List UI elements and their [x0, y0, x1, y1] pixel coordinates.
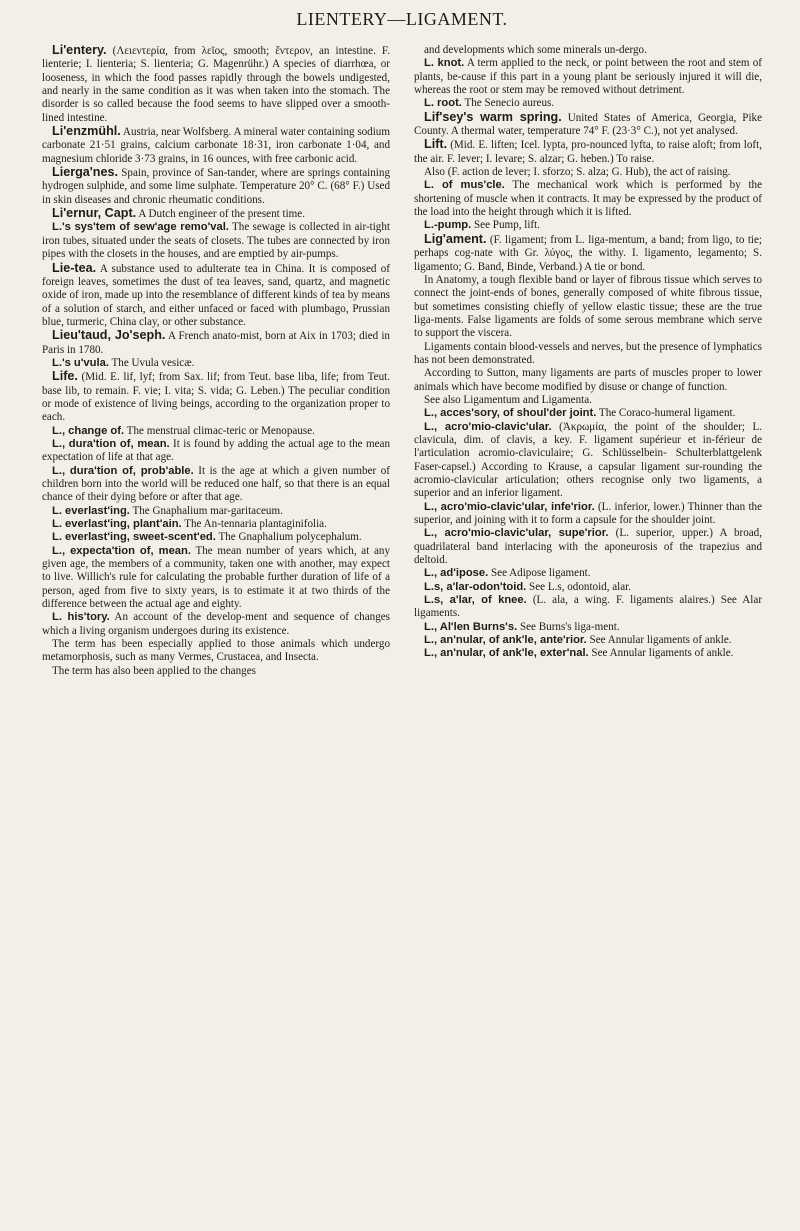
dictionary-entry	[414, 647, 762, 660]
dictionary-entry	[42, 531, 390, 544]
dictionary-entry	[414, 179, 762, 219]
entry-text: See Annular ligaments of ankle.	[588, 647, 734, 660]
entry-text: See Annular ligaments of ankle.	[586, 634, 732, 647]
entry-headword: Li'entery.	[52, 43, 107, 57]
entry-subheadword: L.-pump.	[424, 219, 472, 232]
columns	[42, 44, 762, 678]
entry-text: See also Ligamentum and Ligamenta.	[424, 393, 592, 406]
dictionary-entry	[42, 438, 390, 465]
entry-text: See Burns's liga-ment.	[517, 620, 620, 633]
dictionary-entry	[414, 621, 762, 634]
entry-subheadword: L. everlast'ing, plant'ain.	[52, 518, 182, 531]
entry-subheadword: L., acro'mio-clavic'ular.	[424, 420, 552, 433]
dictionary-entry	[42, 329, 390, 357]
entry-text: The term has been especially applied to those animals which undergo metamorphosis, such as many Vermes, Crustacea, and Insecta.	[42, 638, 390, 664]
dictionary-entry	[414, 44, 762, 57]
entry-text: See Adipose ligament.	[488, 567, 591, 580]
left-column	[42, 44, 390, 678]
entry-text: (L. superior, upper.) A broad, quadrilateral band interlacing with the aponeurosis of the trapezius and deltoid.	[414, 527, 762, 567]
entry-subheadword: L. his'tory.	[52, 611, 110, 624]
entry-text: The menstrual climac-teric or Menopause.	[124, 424, 315, 437]
entry-headword: Lig'ament.	[424, 231, 487, 246]
entry-text: (F. ligament; from L. liga-mentum, a band; from ligo, to tie; perhaps cog-nate with Gr. λύγος, the withy. I. ligamento, legamento; S. ligamento; G. Band, Binde, Verband.) A tie or bond.	[414, 233, 762, 273]
dictionary-entry	[414, 581, 762, 594]
entry-text: United States of America, Georgia, Pike County. A thermal water, temperature 74° F. (23·3° C.), not yet analysed.	[414, 111, 762, 138]
entry-text: In Anatomy, a tough flexible band or layer of fibrous tissue which serves to connect the joint-ends of bones, generally composed of white fibrous tissue, but sometimes consisting chiefly of yellow elastic tissue; these are the true liga-ments. False ligaments are folds of some serous membrane which serve to support the viscera.	[414, 273, 762, 340]
dictionary-entry	[42, 505, 390, 518]
dictionary-entry	[414, 111, 762, 139]
dictionary-entry	[414, 407, 762, 420]
entry-text: (L. inferior, lower.) Thinner than the superior, and joining with it to form a capsule for the shoulder joint.	[414, 500, 762, 527]
dictionary-entry	[414, 138, 762, 166]
dictionary-entry	[414, 567, 762, 580]
dictionary-entry	[414, 97, 762, 110]
entry-text: The Coraco-humeral ligament.	[596, 407, 736, 420]
dictionary-entry	[414, 421, 762, 501]
dictionary-entry	[414, 501, 762, 528]
entry-text: See Pump, lift.	[471, 219, 540, 232]
entry-text: The term has also been applied to the changes	[52, 664, 256, 677]
entry-subheadword: L. root.	[424, 97, 462, 110]
entry-text: The mean number of years which, at any given age, the members of a community, taken one with another, may expect to live. Willich's rule for calculating the probable further duration of life of a person, aged from five to sixty years, is to estimate it at two thirds of the difference between the actual age and eighty.	[42, 544, 391, 611]
dictionary-entry	[42, 465, 390, 505]
entry-subheadword: L. of mus'cle.	[424, 179, 505, 192]
dictionary-entry	[414, 219, 762, 232]
entry-text: (L. ala, a wing. F. ligaments alaires.) See Alar ligaments.	[414, 594, 763, 620]
entry-subheadword: L.'s sys'tem of sew'age remo'val.	[52, 221, 229, 234]
dictionary-entry	[414, 274, 762, 341]
entry-subheadword: L. knot.	[424, 57, 465, 70]
entry-headword: Li'ernur, Capt.	[52, 206, 137, 221]
entry-text: and developments which some minerals un-dergo.	[424, 44, 647, 56]
entry-text: (Ἀκρωμία, the point of the shoulder; L. clavicula, dim. of clavis, a key. F. ligament supérieur et in-férieur de l'articulation acromio-claviculaire; G. Schlüsselbein- Schulterblattgelenk Faser-capsel.) According to Krause, a capsular ligament sur-rounding the acromio-clavicular articulation; others recognise only two ligaments, a superior and an inferior ligament.	[414, 420, 762, 500]
entry-subheadword: L., expecta'tion of, mean.	[52, 544, 191, 557]
entry-subheadword: L., an'nular, of ank'le, ante'rior.	[424, 634, 587, 647]
entry-text: A French anato-mist, born at Aix in 1703; died in Paris in 1780.	[42, 330, 390, 356]
dictionary-entry	[42, 611, 390, 638]
entry-text: A Dutch engineer of the present time.	[136, 208, 305, 221]
entry-text: Ligaments contain blood-vessels and nerves, but the presence of lymphatics has not been demonstrated.	[414, 340, 762, 366]
entry-subheadword: L., acces'sory, of shoul'der joint.	[424, 407, 597, 420]
entry-text: It is found by adding the actual age to the mean expectation of life at that age.	[42, 437, 390, 464]
dictionary-entry	[42, 166, 390, 207]
entry-text: (Mid. E. liften; Icel. lypta, pro-nounced lyfta, to raise aloft; from loft, the air. F. lever; I. levare; S. alzar; G. heben.) To raise.	[414, 139, 762, 165]
dictionary-entry	[414, 394, 762, 407]
entry-text: (Mid. E. lif, lyf; from Sax. lif; from Teut. base liba, life; from Teut. base lib, to remain. F. vie; I. vita; S. vida; G. Leben.) The peculiar condition or mode of existence of living beings, according to the organization proper to each.	[42, 371, 390, 424]
dictionary-entry	[414, 341, 762, 368]
dictionary-entry	[414, 57, 762, 97]
entry-text: A substance used to adulterate tea in China. It is composed of foreign leaves, sometimes the dust of tea leaves, sand, quartz, and magnetic oxide of iron, made up into the resemblance of different kinds of tea by means of a solution of starch, and either unfaced or faced with plumbago, Prussian blue, turmeric, China clay, or other substance.	[42, 262, 390, 328]
entry-subheadword: L., ad'ipose.	[424, 567, 489, 580]
dictionary-entry	[42, 221, 390, 261]
entry-headword: Life.	[52, 369, 78, 384]
dictionary-entry	[42, 207, 390, 221]
entry-text: The Gnaphalium polycephalum.	[215, 531, 362, 544]
entry-text: The Gnaphalium mar-garitaceum.	[129, 504, 283, 517]
entry-headword: Lie-tea.	[52, 260, 97, 275]
dictionary-entry	[414, 166, 762, 179]
dictionary-entry	[414, 634, 762, 647]
entry-headword: Lif'sey's warm spring.	[424, 109, 562, 124]
dictionary-entry	[414, 233, 762, 274]
dictionary-entry	[42, 44, 390, 125]
entry-subheadword: L.s, a'lar-odon'toid.	[424, 580, 527, 593]
dictionary-entry	[42, 357, 390, 370]
entry-text: Austria, near Wolfsberg. A mineral water containing sodium carbonate 21·51 grains, calcium carbonate 18·31, iron carbonate 1·04, and magnesium chloride 3·73 grains, in 16 ounces, with free carbonic acid.	[42, 126, 390, 165]
entry-subheadword: L., Al'len Burns's.	[424, 620, 518, 633]
dictionary-entry	[42, 638, 390, 665]
right-column	[414, 44, 762, 678]
entry-headword: Lieu'taud, Jo'seph.	[52, 328, 166, 343]
entry-text: According to Sutton, many ligaments are parts of muscles proper to lower animals which have become modified by disuse or change of function.	[414, 367, 762, 393]
entry-subheadword: L., acro'mio-clavic'ular, infe'rior.	[424, 500, 595, 513]
running-head: LIENTERY—LIGAMENT.	[296, 9, 508, 29]
entry-text: The An-tennaria plantaginifolia.	[181, 518, 327, 531]
dictionary-entry	[42, 370, 390, 424]
entry-headword: Lierga'nes.	[52, 165, 118, 180]
dictionary-entry	[414, 367, 762, 394]
entry-subheadword: L., acro'mio-clavic'ular, supe'rior.	[424, 527, 609, 540]
entry-headword: Lift.	[424, 137, 448, 152]
entry-text: The sewage is collected in air-tight iron tubes, situated under the seats of closets. The tubes are connected by iron pipes with the closets in the houses, and are emptied by air-pumps.	[42, 221, 390, 261]
entry-subheadword: L.'s u'vula.	[52, 356, 109, 369]
entry-text: (Λειεντερία, from λεῖος, smooth; ἔντερον, an intestine. F. lienterie; I. lienteria; S. lienteria; G. Magenrühr.) A species of diarrhœa, or looseness, in which the food passes rapidly through the bowels undigested, and nearly in the same condition as it was when taken into the stomach. The disorder is so called because the food seems to have slipped over a smooth-lined intestine.	[42, 45, 390, 124]
entry-subheadword: L. everlast'ing, sweet-scent'ed.	[52, 531, 216, 544]
dictionary-entry	[42, 665, 390, 678]
dictionary-entry	[42, 518, 390, 531]
entry-text: A term applied to the neck, or point between the root and stem of plants, be-cause if this part in a young plant be seriously injured it will die, whereas the root or stem may be removed without detriment.	[414, 57, 762, 97]
dictionary-entry	[42, 125, 390, 166]
dictionary-entry	[42, 425, 390, 438]
entry-subheadword: L., dura'tion of, prob'able.	[52, 464, 194, 477]
dictionary-entry	[414, 527, 762, 567]
entry-subheadword: L., change of.	[52, 424, 125, 437]
entry-text: The mechanical work which is performed by the shortening of muscle when it contracts. It may be expressed by the product of the load into the height through which it is lifted.	[414, 179, 762, 219]
entry-subheadword: L., dura'tion of, mean.	[52, 437, 170, 450]
entry-subheadword: L.s, a'lar, of knee.	[424, 594, 527, 607]
entry-text: An account of the develop-ment and sequence of changes which a living organism undergoes during its existence.	[42, 611, 390, 637]
dictionary-entry	[42, 262, 390, 330]
entry-subheadword: L., an'nular, of ank'le, exter'nal.	[424, 647, 589, 660]
entry-text: See L.s, odontoid, alar.	[526, 580, 632, 593]
dictionary-entry	[42, 545, 390, 612]
entry-subheadword: L. everlast'ing.	[52, 504, 130, 517]
entry-text: It is the age at which a given number of children born into the world will be reduced one half, so that there is an equal chance of their dying before or after that age.	[42, 464, 390, 504]
entry-text: The Uvula vesicæ.	[108, 356, 195, 369]
entry-text: Also (F. action de lever; I. sforzo; S. alza; G. Hub), the act of raising.	[424, 166, 731, 179]
entry-headword: Li'enzmühl.	[52, 124, 121, 139]
entry-text: The Senecio aureus.	[461, 97, 555, 110]
dictionary-entry	[414, 594, 762, 621]
entry-text: Spain, province of San-tander, where are springs containing hydrogen sulphide, and some lime sulphate. Temperature 20° C. (68° F.) Used in skin diseases and chronic rheumatic conditions.	[42, 167, 390, 206]
